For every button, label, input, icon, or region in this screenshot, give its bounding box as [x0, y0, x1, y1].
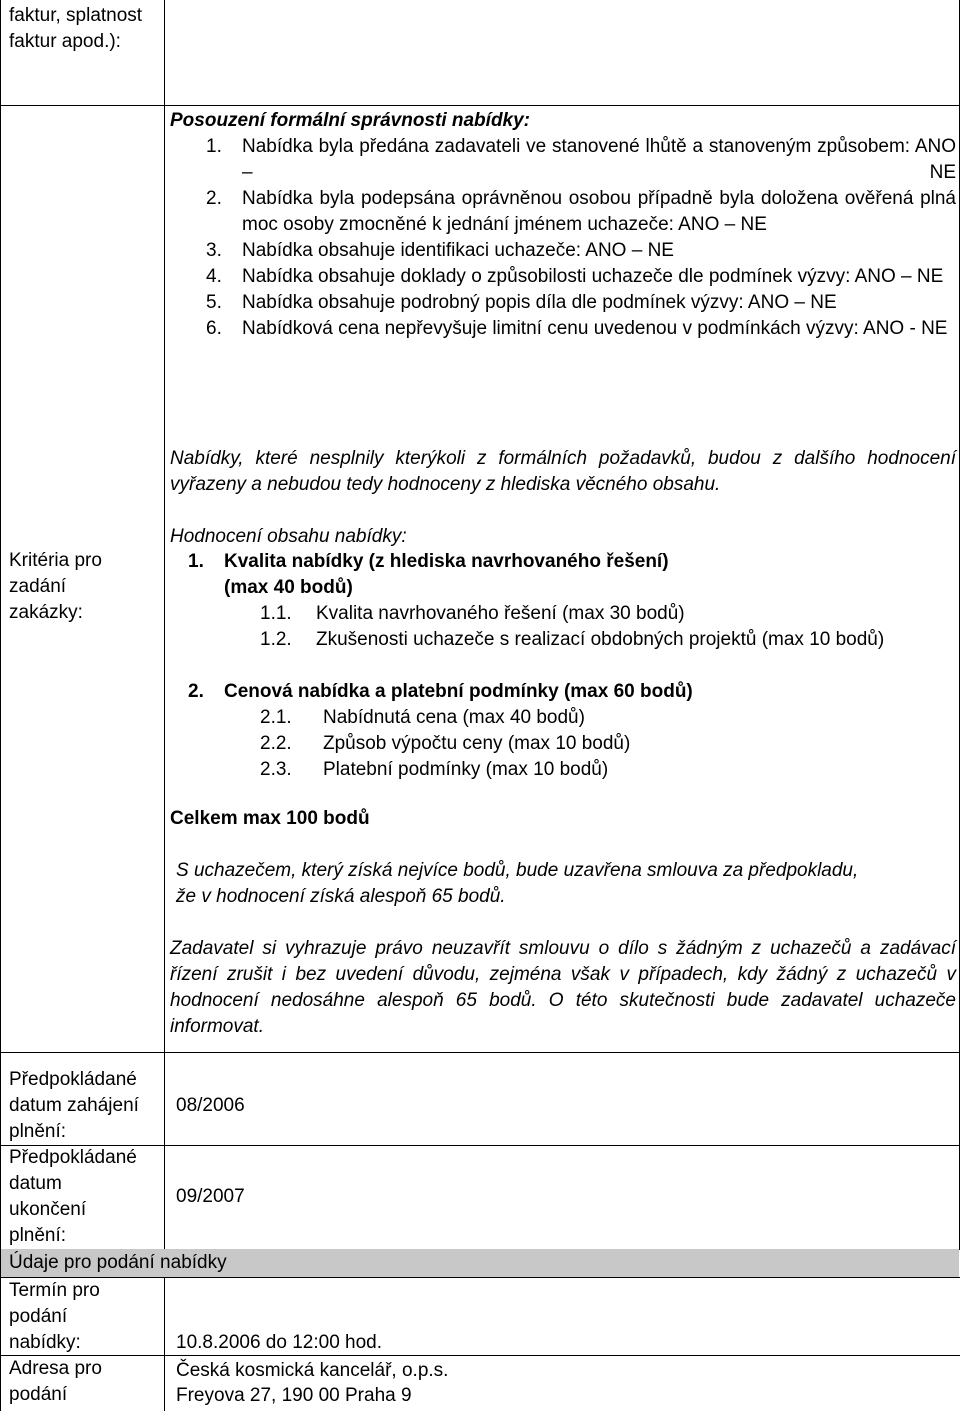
- criterion-2-label: Cenová nabídka a platební podmínky (max 60 bodů): [224, 681, 693, 702]
- reservation-note: Zadavatel si vyhrazuje právo neuzavřít smlouvu o dílo s žádným z uchazečů a zadávací řízení zrušit i bez uvedení důvodu, zejména však v případech, kdy žádný z uchazečů v hodnocení nedosáhne alespoň 65 bodů. O této skutečnosti bude zadavatel uchazeče informovat.: [170, 938, 956, 1037]
- start-date-value: 08/2006: [176, 1095, 245, 1116]
- address-line2: Freyova 27, 190 00 Praha 9: [176, 1385, 412, 1406]
- subcriterion-number: 2.2.: [260, 733, 292, 754]
- contract-condition-note: S uchazečem, který získá nejvíce bodů, bude uzavřena smlouva za předpokladu, že v hodnocení získá alespoň 65 bodů.: [176, 860, 859, 907]
- subcriterion-label: Kvalita navrhovaného řešení (max 30 bodů): [316, 603, 685, 624]
- list-item-text: Nabídka obsahuje identifikaci uchazeče: ANO – NE: [242, 240, 674, 261]
- subcriterion-label: Platební podmínky (max 10 bodů): [323, 759, 609, 780]
- subcriterion-label: Zkušenosti uchazeče s realizací obdobných projektů (max 10 bodů): [316, 629, 885, 650]
- column-divider-bottom: [164, 1277, 165, 1411]
- list-item: 5. Nabídka obsahuje podrobný popis díla dle podmínek výzvy: ANO – NE: [170, 290, 956, 316]
- exclusion-note: Nabídky, které nesplnily kterýkoli z formálních požadavků, budou z dalšího hodnocení vyřazeny a nebudou tedy hodnoceny z hlediska věcného obsahu.: [170, 448, 956, 495]
- list-item: 4. Nabídka obsahuje doklady o způsobilosti uchazeče dle podmínek výzvy: ANO – NE: [170, 264, 956, 290]
- formal-check-list: [170, 134, 956, 342]
- criterion-1-number: 1.: [188, 551, 204, 572]
- list-item: 6. Nabídková cena nepřevyšuje limitní cenu uvedenou v podmínkách výzvy: ANO - NE: [170, 316, 956, 342]
- subcriterion-number: 2.1.: [260, 707, 292, 728]
- deadline-label: Termín pro podání nabídky:: [9, 1280, 100, 1353]
- row-divider: [0, 1145, 960, 1146]
- list-item-text: Nabídka obsahuje doklady o způsobilosti uchazeče dle podmínek výzvy: ANO – NE: [242, 266, 944, 287]
- criterion-1-label: Kvalita nabídky (z hlediska navrhovaného řešení): [224, 551, 669, 572]
- row-divider: [0, 1052, 960, 1053]
- end-date-label: Předpokládané datum ukončení plnění:: [9, 1147, 137, 1246]
- subcriterion-number: 1.2.: [260, 629, 292, 650]
- address-label: Adresa pro podání: [9, 1358, 102, 1405]
- list-item: 1. Nabídka byla předána zadavateli ve stanovené lhůtě a stanoveným způsobem: ANO – NE: [170, 134, 956, 186]
- criteria-label: Kritéria pro zadání zakázky:: [9, 550, 102, 623]
- deadline-value: 10.8.2006 do 12:00 hod.: [176, 1332, 383, 1353]
- content-evaluation-title: Hodnocení obsahu nabídky:: [170, 526, 407, 547]
- list-item: 3. Nabídka obsahuje identifikaci uchazeče: ANO – NE: [170, 238, 956, 264]
- criterion-2-number: 2.: [188, 681, 204, 702]
- subcriterion-number: 1.1.: [260, 603, 292, 624]
- row-divider: [0, 105, 960, 106]
- total-points: Celkem max 100 bodů: [170, 808, 370, 829]
- offer-section-title: Údaje pro podání nabídky: [9, 1252, 227, 1273]
- list-item-text: Nabídka byla podepsána oprávněnou osobou případně byla doložena ověřená plná moc osoby zmocněné k jednání jménem uchazeče: ANO – NE: [242, 188, 956, 235]
- subcriterion-label: Nabídnutá cena (max 40 bodů): [323, 707, 585, 728]
- address-line1: Česká kosmická kancelář, o.p.s.: [176, 1360, 449, 1381]
- criterion-1-max: (max 40 bodů): [224, 577, 353, 598]
- list-item-text: Nabídka byla předána zadavateli ve stanovené lhůtě a stanoveným způsobem: ANO – NE: [242, 136, 956, 183]
- subcriterion-number: 2.3.: [260, 759, 292, 780]
- continued-label: faktur, splatnost faktur apod.):: [9, 5, 143, 52]
- column-divider-top: [164, 0, 165, 1249]
- formal-check-title: Posouzení formální správnosti nabídky:: [170, 110, 531, 131]
- start-date-label: Předpokládané datum zahájení plnění:: [9, 1069, 139, 1142]
- list-item-text: Nabídka obsahuje podrobný popis díla dle podmínek výzvy: ANO – NE: [242, 292, 837, 313]
- list-item: 2. Nabídka byla podepsána oprávněnou osobou případně byla doložena ověřená plná moc osoby zmocněné k jednání jménem uchazeče: ANO – NE: [170, 186, 956, 238]
- row-divider: [0, 1355, 960, 1356]
- end-date-value: 09/2007: [176, 1186, 245, 1207]
- table-border-left: [0, 0, 1, 1411]
- subcriterion-label: Způsob výpočtu ceny (max 10 bodů): [323, 733, 631, 754]
- row-divider: [0, 1277, 960, 1278]
- list-item-text: Nabídková cena nepřevyšuje limitní cenu uvedenou v podmínkách výzvy: ANO - NE: [242, 318, 948, 339]
